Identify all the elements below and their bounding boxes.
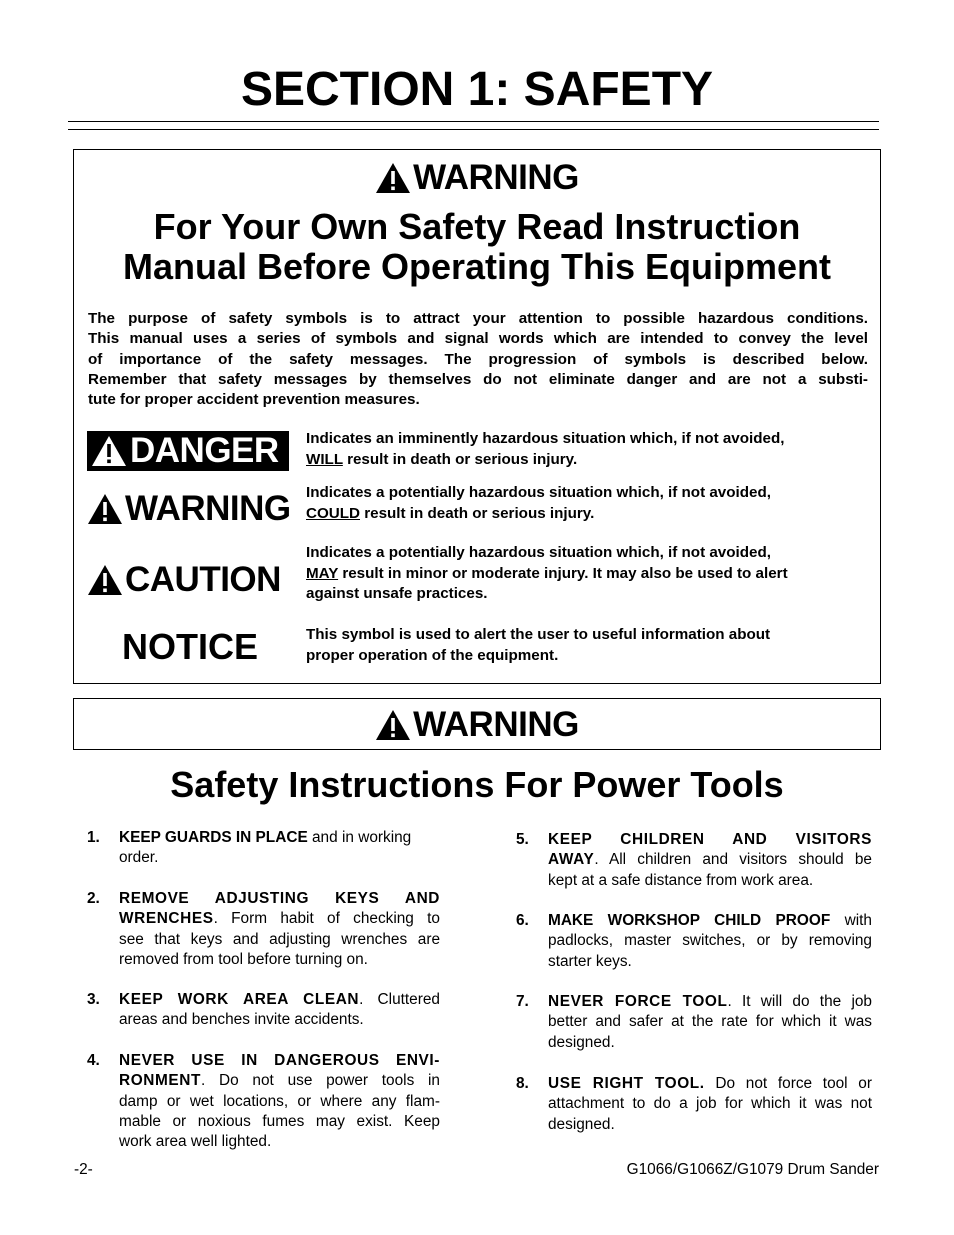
warning-box-title-line2: Manual Before Operating This Equipment [122, 246, 832, 287]
safety-item [87, 828, 440, 869]
item-key: WRENCHES [119, 910, 214, 928]
safety-item [87, 1051, 440, 1152]
item-key: REMOVE ADJUSTING KEYS AND [119, 890, 440, 907]
intro-line: Remember that safety messages by themselves do not eliminate danger and are not a substi- [88, 370, 868, 388]
danger-triangle-icon [91, 435, 127, 467]
notice-word: NOTICE [122, 626, 259, 667]
section-title: SECTION 1: SAFETY [240, 63, 714, 116]
item-text: see that keys and adjusting wrenches are [119, 930, 440, 948]
item-text: designed. [548, 1115, 615, 1133]
item-key: AWAY [548, 851, 595, 869]
warning-word: WARNING [125, 489, 291, 528]
item-text: areas and benches invite accidents. [119, 1011, 364, 1029]
caution-label [87, 560, 281, 600]
intro-line: The purpose of safety symbols is to attract your attention to possible hazardous conditions. [88, 310, 868, 327]
item-key: RONMENT [119, 1072, 202, 1090]
item-text: Do not force tool or [704, 1075, 872, 1092]
item-number: 1. [87, 829, 100, 846]
item-key: NEVER USE IN DANGEROUS ENVI- [119, 1052, 440, 1069]
item-text: designed. [548, 1033, 615, 1051]
item-number: 6. [516, 912, 529, 929]
safety-item [516, 911, 872, 972]
item-text: . Do not use power tools in [201, 1072, 440, 1090]
item-number: 8. [516, 1075, 529, 1092]
safety-heading: Safety Instructions For Power Tools [170, 764, 784, 805]
item-text: . It will do the job [727, 993, 872, 1010]
caution-desc-line: against unsafe practices. [306, 585, 488, 602]
item-key: KEEP CHILDREN AND VISITORS [548, 831, 872, 848]
notice-desc-line: proper operation of the equipment. [306, 646, 559, 664]
item-text: damp or wet locations, or where any flam- [119, 1092, 440, 1110]
caution-description [306, 543, 876, 605]
item-key: KEEP WORK AREA CLEAN [119, 991, 360, 1008]
item-text: starter keys. [548, 952, 632, 970]
danger-label [87, 431, 289, 471]
item-text: removed from tool before turning on. [119, 950, 368, 968]
item-text: . All children and visitors should be [594, 851, 872, 869]
caution-desc-line [306, 564, 876, 585]
warning-triangle-icon [375, 162, 411, 194]
danger-description [306, 429, 876, 470]
warning-desc-post: result in death or serious injury. [360, 504, 595, 522]
page-number: -2- [74, 1161, 93, 1178]
danger-desc-line: Indicates an imminently hazardous situation which, if not avoided, [306, 430, 785, 447]
warning-box-header [74, 158, 880, 198]
item-key: NEVER FORCE TOOL [548, 993, 728, 1010]
item-key: USE RIGHT TOOL. [548, 1075, 705, 1092]
warning-triangle-icon [87, 493, 123, 525]
warning-label [87, 489, 291, 529]
safety-item [87, 889, 440, 970]
warning-desc-line: Indicates a potentially hazardous situation which, if not avoided, [306, 484, 771, 501]
safety-item [516, 830, 872, 891]
item-text: mable or noxious fumes may exist. Keep [119, 1112, 440, 1130]
item-text: . Cluttered [359, 991, 440, 1008]
item-text: . Form habit of checking to [213, 910, 440, 928]
item-key: KEEP GUARDS IN PLACE [119, 829, 308, 846]
warning-desc-line [306, 504, 876, 525]
warning-box-title-line1: For Your Own Safety Read Instruction [153, 206, 801, 247]
danger-desc-line [306, 450, 876, 471]
title-rule-bottom [68, 129, 879, 130]
intro-line: This manual uses a series of symbols and signal words which are intended to convey the level [88, 330, 868, 348]
warning-key-word: COULD [306, 504, 360, 522]
item-text: order. [119, 849, 159, 867]
intro-paragraph [88, 309, 868, 410]
item-text: better and safer at the rate for which it was [548, 1013, 872, 1031]
caution-desc-line: Indicates a potentially hazardous situation which, if not avoided, [306, 544, 771, 561]
notice-description [306, 625, 876, 666]
warning-banner [73, 698, 881, 750]
title-rule-top [68, 121, 879, 122]
item-text: kept at a safe distance from work area. [548, 871, 814, 889]
item-number: 2. [87, 890, 100, 907]
item-key: MAKE WORKSHOP CHILD PROOF [548, 912, 831, 929]
caution-word: CAUTION [125, 560, 281, 599]
warning-banner-signal: WARNING [413, 705, 579, 744]
notice-desc-line: This symbol is used to alert the user to useful information about [306, 626, 771, 643]
safety-item [516, 992, 872, 1053]
warning-triangle-icon [375, 709, 411, 741]
warning-box-signal: WARNING [413, 158, 579, 197]
warning-box [73, 149, 881, 684]
item-text: with [830, 912, 872, 929]
item-number: 7. [516, 993, 529, 1010]
item-text: work area well lighted. [119, 1133, 272, 1151]
warning-description [306, 483, 876, 524]
caution-desc-post: result in minor or moderate injury. It may also be used to alert [338, 564, 788, 582]
safety-item [87, 990, 440, 1031]
item-number: 3. [87, 991, 100, 1008]
danger-key-word: WILL [306, 450, 343, 468]
caution-key-word: MAY [306, 564, 339, 582]
item-text: padlocks, master switches, or by removing [548, 932, 872, 950]
item-text: and in working [307, 829, 412, 846]
model-name: G1066/G1066Z/G1079 Drum Sander [626, 1161, 879, 1178]
intro-line: tute for proper accident prevention measures. [88, 391, 420, 409]
warning-banner-header [74, 705, 880, 745]
danger-word: DANGER [130, 431, 279, 470]
safety-item [516, 1074, 872, 1135]
item-number: 4. [87, 1052, 100, 1069]
intro-line: of importance of the safety messages. The progression of symbols is described below. [88, 350, 868, 368]
danger-desc-post: result in death or serious injury. [342, 450, 578, 468]
item-text: attachment to do a job for which it was not [548, 1095, 872, 1113]
item-number: 5. [516, 831, 529, 848]
caution-triangle-icon [87, 564, 123, 596]
